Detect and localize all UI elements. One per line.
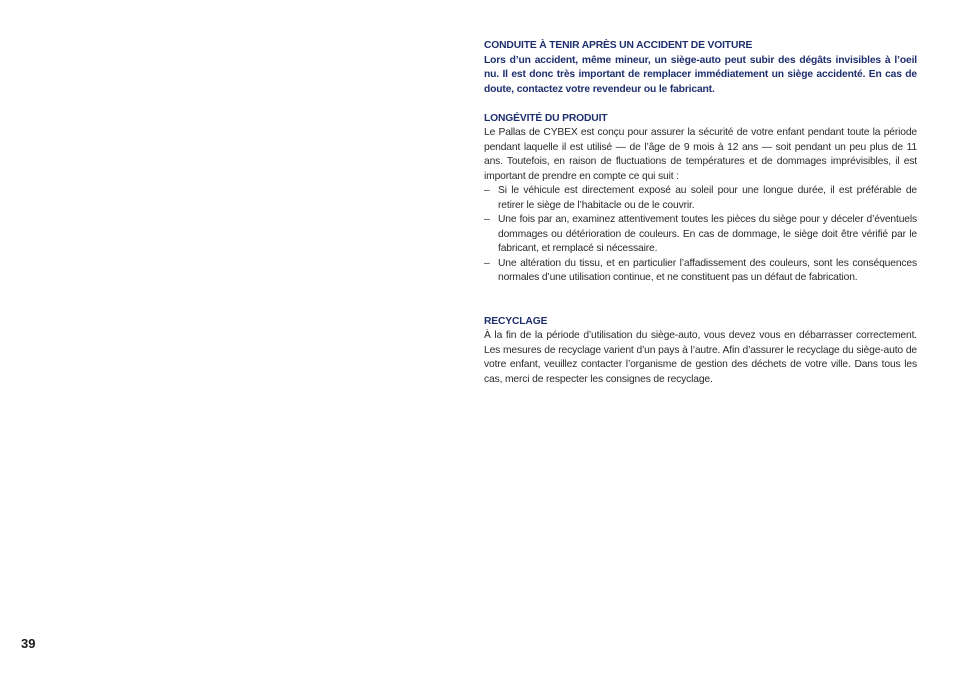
list-item-text: Si le véhicule est directement exposé au soleil pour une longue durée, il est préférable de retirer le siège de l’habitacle ou de le couvrir.: [498, 185, 917, 211]
longevity-bullet-list: [484, 184, 917, 286]
section-heading-accident: CONDUITE À TENIR APRÈS UN ACCIDENT DE VOITURE: [484, 40, 753, 51]
list-item: [484, 257, 917, 286]
section-accident: [484, 39, 917, 97]
list-item-text: Une fois par an, examinez attentivement toutes les pièces du siège pour y déceler d’éventuels dommages ou détérioration de couleurs. En cas de dommage, le siège doit être vérifié par le fabricant, et remplacé si nécessaire.: [498, 214, 917, 254]
dash-bullet: –: [484, 214, 490, 225]
section-heading-recycling: RECYCLAGE: [484, 315, 548, 327]
list-item: [484, 213, 917, 257]
text-column: [484, 39, 917, 402]
accident-warning-text: Lors d’un accident, même mineur, un siège-auto peut subir des dégâts invisibles à l’oeil nu. Il est donc très important de remplacer immédiatement un siège accidenté. En cas de doute, contactez votre revendeur ou le fabricant.: [484, 54, 917, 95]
section-recycling: [484, 315, 917, 388]
section-longevity: [484, 112, 917, 286]
list-item-text: Une altération du tissu, et en particulier l’affadissement des couleurs, sont les conséquences normales d’une utilisation continue, et ne constituent pas un défaut de fabrication.: [498, 257, 917, 283]
section-heading-longevity: LONGÉVITÉ DU PRODUIT: [484, 112, 608, 124]
longevity-intro-text: Le Pallas de CYBEX est conçu pour assurer la sécurité de votre enfant pendant toute la période pendant laquelle il est utilisé — de l’âge de 9 mois à 12 ans — soit pendant un peu plus de 11 ans. Toutefois, en raison de fluctuations de températures et de dommages imprévisibles, il est important de prendre en compte ce qui suit :: [484, 127, 917, 182]
dash-bullet: –: [484, 185, 490, 196]
page-number: 39: [21, 636, 36, 651]
dash-bullet: –: [484, 257, 490, 269]
recycling-text: À la fin de la période d’utilisation du siège-auto, vous devez vous en débarrasser correctement. Les mesures de recyclage varient d’un pays à l’autre. Afin d’assurer le recyclage du siège-auto de votre enfant, veuillez contacter l’organisme de gestion des déchets de votre ville. Dans tous les cas, merci de respecter les consignes de recyclage.: [484, 330, 917, 385]
list-item: [484, 184, 917, 213]
